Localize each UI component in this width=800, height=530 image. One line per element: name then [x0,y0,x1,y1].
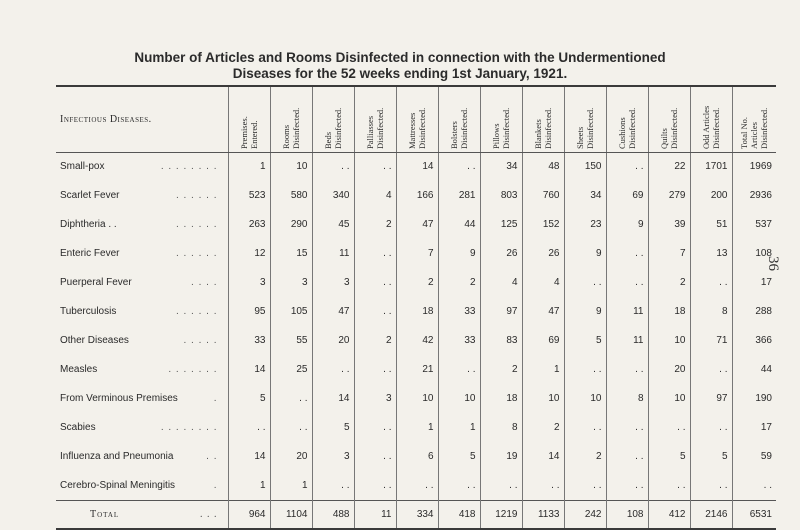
value-cell: 13 [690,239,732,268]
disease-name-cell [56,297,228,326]
value-cell: 39 [648,210,690,239]
column-header-label: Mattresses Disinfected. [407,107,427,150]
value-cell: 59 [732,442,776,471]
value-cell: . . [270,384,312,413]
value-cell: . . [438,355,480,384]
value-cell: 20 [648,355,690,384]
value-cell: 6 [396,442,438,471]
column-header [270,86,312,152]
disease-name-cell [56,152,228,181]
value-cell: 69 [522,326,564,355]
value-cell: . . [480,471,522,500]
disease-name: Influenza and Pneumonia [60,451,174,462]
value-cell: 580 [270,181,312,210]
leader-dots: . . . . . [183,335,218,346]
value-cell: 14 [228,442,270,471]
disease-name: Scabies [60,422,96,433]
table-row [56,181,776,210]
value-cell: 11 [354,500,396,529]
column-header [396,86,438,152]
value-cell: . . [270,413,312,442]
disease-name-cell [56,181,228,210]
value-cell: . . [690,471,732,500]
value-cell: . . [354,268,396,297]
value-cell: . . [354,239,396,268]
value-cell: 1 [438,413,480,442]
column-header-label: Cushions Disinfected. [617,107,637,150]
column-header-label: Beds Disinfected. [323,107,343,150]
value-cell: 19 [480,442,522,471]
value-cell: 8 [480,413,522,442]
column-header-label: Blankets Disinfected. [533,107,553,150]
column-header-label: Pillows Disinfected. [491,107,511,150]
leader-dots: . . . . . . . . [160,161,218,173]
value-cell: 14 [396,152,438,181]
disease-name-cell [56,210,228,239]
value-cell: . . [606,413,648,442]
column-header-label: Quilts Disinfected. [659,107,679,150]
value-cell: 3 [354,384,396,413]
value-cell: 964 [228,500,270,529]
value-cell: . . [564,355,606,384]
value-cell: 83 [480,326,522,355]
value-cell: 537 [732,210,776,239]
disinfection-table [56,85,776,530]
value-cell: . . [606,442,648,471]
column-header [480,86,522,152]
value-cell: 5 [564,326,606,355]
value-cell: 242 [564,500,606,529]
value-cell: . . [564,413,606,442]
value-cell: 8 [690,297,732,326]
disease-name-cell [56,442,228,471]
value-cell: . . [354,297,396,326]
disease-name: Tuberculosis [60,306,117,317]
value-cell: 20 [270,442,312,471]
value-cell: 1104 [270,500,312,529]
value-cell: . . [732,471,776,500]
value-cell: 18 [396,297,438,326]
column-header [690,86,732,152]
value-cell: 44 [732,355,776,384]
value-cell: . . [606,239,648,268]
value-cell: 288 [732,297,776,326]
value-cell: . . [354,152,396,181]
value-cell: 150 [564,152,606,181]
value-cell: 17 [732,413,776,442]
value-cell: 10 [522,384,564,413]
value-cell: 418 [438,500,480,529]
table-row [56,471,776,500]
value-cell: 10 [648,384,690,413]
value-cell: 51 [690,210,732,239]
value-cell: 9 [564,239,606,268]
disease-name: Enteric Fever [60,248,120,259]
value-cell: 263 [228,210,270,239]
column-header [732,86,776,152]
value-cell: 7 [648,239,690,268]
value-cell: 10 [648,326,690,355]
column-header-label: Odd Articles Disinfected. [701,106,721,150]
value-cell: 95 [228,297,270,326]
value-cell: 10 [396,384,438,413]
value-cell: 4 [480,268,522,297]
value-cell: 488 [312,500,354,529]
value-cell: 166 [396,181,438,210]
disease-name-cell [56,268,228,297]
value-cell: 1969 [732,152,776,181]
value-cell: 26 [522,239,564,268]
leader-dots: . . . [200,508,218,520]
value-cell: 9 [438,239,480,268]
column-header [312,86,354,152]
column-header [606,86,648,152]
leader-dots: . . . . . . [175,306,218,317]
value-cell: 3 [270,268,312,297]
value-cell: 26 [480,239,522,268]
disease-name: Diphtheria . . [60,219,117,230]
column-header [438,86,480,152]
value-cell: 105 [270,297,312,326]
leader-dots: . . . . [191,277,218,288]
value-cell: 523 [228,181,270,210]
value-cell: 152 [522,210,564,239]
column-header [648,86,690,152]
value-cell: 47 [396,210,438,239]
value-cell: 803 [480,181,522,210]
value-cell: . . [354,413,396,442]
value-cell: 2 [648,268,690,297]
value-cell: 22 [648,152,690,181]
value-cell: 4 [354,181,396,210]
value-cell: . . [648,413,690,442]
column-header [522,86,564,152]
value-cell: 1 [396,413,438,442]
value-cell: . . [564,268,606,297]
value-cell: . . [648,471,690,500]
value-cell: 48 [522,152,564,181]
value-cell: 34 [480,152,522,181]
value-cell: 108 [606,500,648,529]
value-cell: 108 [732,239,776,268]
disease-name-cell [56,413,228,442]
value-cell: . . [312,355,354,384]
disease-name: Small-pox [60,161,105,173]
column-header [354,86,396,152]
column-header-label: Rooms Disinfected. [281,107,301,150]
value-cell: 71 [690,326,732,355]
value-cell: 10 [270,152,312,181]
disease-name-cell [56,239,228,268]
value-cell: 9 [564,297,606,326]
value-cell: 760 [522,181,564,210]
value-cell: . . [354,471,396,500]
table-row [56,413,776,442]
table-row [56,210,776,239]
value-cell: 1 [228,152,270,181]
value-cell: 33 [438,297,480,326]
value-cell: 1133 [522,500,564,529]
value-cell: . . [396,471,438,500]
value-cell: . . [564,471,606,500]
value-cell: 11 [606,326,648,355]
value-cell: . . [438,471,480,500]
disease-name: Cerebro-Spinal Meningitis [60,479,176,491]
title-line-1: Number of Articles and Rooms Disinfected in connection with the Undermentioned [134,50,666,65]
value-cell: 340 [312,181,354,210]
leader-dots: . . . . . . [175,219,218,230]
value-cell: 10 [564,384,606,413]
value-cell: 47 [312,297,354,326]
column-header-disease: Infectious Diseases. [56,86,228,152]
value-cell: 2 [396,268,438,297]
disease-name-cell [56,471,228,500]
value-cell: 279 [648,181,690,210]
value-cell: 334 [396,500,438,529]
value-cell: 281 [438,181,480,210]
leader-dots: . . . . . . . . [160,422,218,433]
value-cell: 10 [438,384,480,413]
value-cell: 44 [438,210,480,239]
value-cell: 1701 [690,152,732,181]
disease-name: Scarlet Fever [60,190,120,201]
table-row [56,152,776,181]
value-cell: 42 [396,326,438,355]
table-row [56,442,776,471]
value-cell: . . [354,355,396,384]
leader-dots: . . [206,451,218,462]
value-cell: . . [228,413,270,442]
table-row [56,355,776,384]
table-row [56,239,776,268]
value-cell: . . [606,152,648,181]
value-cell: 20 [312,326,354,355]
table-body [56,152,776,529]
disease-name: Measles [60,364,98,375]
disease-name: Puerperal Fever [60,277,132,288]
value-cell: 366 [732,326,776,355]
value-cell: 2 [438,268,480,297]
value-cell: 5 [228,384,270,413]
column-header [564,86,606,152]
value-cell: 12 [228,239,270,268]
value-cell: 11 [312,239,354,268]
value-cell: 97 [480,297,522,326]
value-cell: 3 [312,442,354,471]
value-cell: . . [606,268,648,297]
value-cell: 5 [690,442,732,471]
value-cell: 2 [354,210,396,239]
value-cell: 18 [480,384,522,413]
value-cell: . . [606,355,648,384]
value-cell: . . [690,355,732,384]
value-cell: 18 [648,297,690,326]
value-cell: 290 [270,210,312,239]
value-cell: 2146 [690,500,732,529]
column-header-label: Sheets Disinfected. [575,107,595,150]
value-cell: . . [354,442,396,471]
disease-name: Total [90,508,120,520]
value-cell: 4 [522,268,564,297]
value-cell: 190 [732,384,776,413]
value-cell: 1219 [480,500,522,529]
value-cell: 1 [270,471,312,500]
value-cell: 412 [648,500,690,529]
value-cell: 8 [606,384,648,413]
disease-name-cell [56,500,228,529]
value-cell: 6531 [732,500,776,529]
table-row [56,268,776,297]
value-cell: 125 [480,210,522,239]
column-header-label: Palliasses Disinfected. [365,107,385,150]
value-cell: 5 [648,442,690,471]
value-cell: 200 [690,181,732,210]
value-cell: 11 [606,297,648,326]
value-cell: 69 [606,181,648,210]
value-cell: 33 [228,326,270,355]
column-header-label: Total No. Articles Disinfected. [739,107,770,150]
table-row [56,326,776,355]
total-row [56,500,776,529]
value-cell: 21 [396,355,438,384]
value-cell: . . [690,413,732,442]
disease-name: From Verminous Premises [60,393,178,404]
value-cell: 2 [522,413,564,442]
value-cell: . . [312,471,354,500]
column-header-label: Premises. Entered. [239,116,259,150]
value-cell: 2936 [732,181,776,210]
page-number: 36 [765,256,781,271]
table-title [0,50,800,82]
value-cell: 47 [522,297,564,326]
value-cell: 33 [438,326,480,355]
value-cell: 7 [396,239,438,268]
value-cell: . . [312,152,354,181]
disease-name-cell [56,355,228,384]
value-cell: . . [606,471,648,500]
value-cell: 15 [270,239,312,268]
value-cell: 2 [480,355,522,384]
table-row [56,297,776,326]
disease-name-cell [56,326,228,355]
value-cell: 14 [228,355,270,384]
leader-dots: . [213,479,218,491]
leader-dots: . . . . . . . [168,364,218,375]
title-line-2: Diseases for the 52 weeks ending 1st January, 1921. [232,66,568,81]
leader-dots: . [213,393,218,404]
value-cell: 25 [270,355,312,384]
value-cell: 34 [564,181,606,210]
disease-name: Other Diseases [60,335,129,346]
column-header [228,86,270,152]
value-cell: 55 [270,326,312,355]
value-cell: 17 [732,268,776,297]
value-cell: 9 [606,210,648,239]
header-row [56,86,776,152]
value-cell: 45 [312,210,354,239]
value-cell: 2 [354,326,396,355]
value-cell: 97 [690,384,732,413]
value-cell: . . [438,152,480,181]
value-cell: 5 [312,413,354,442]
value-cell: 14 [522,442,564,471]
leader-dots: . . . . . . [175,190,218,201]
value-cell: 3 [312,268,354,297]
value-cell: . . [522,471,564,500]
value-cell: 1 [522,355,564,384]
column-header-label: Bolsters Disinfected. [449,107,469,150]
value-cell: 1 [228,471,270,500]
value-cell: 14 [312,384,354,413]
value-cell: 3 [228,268,270,297]
value-cell: 5 [438,442,480,471]
table-row [56,384,776,413]
disease-name-cell [56,384,228,413]
value-cell: 23 [564,210,606,239]
value-cell: . . [690,268,732,297]
leader-dots: . . . . . . [175,248,218,259]
value-cell: 2 [564,442,606,471]
